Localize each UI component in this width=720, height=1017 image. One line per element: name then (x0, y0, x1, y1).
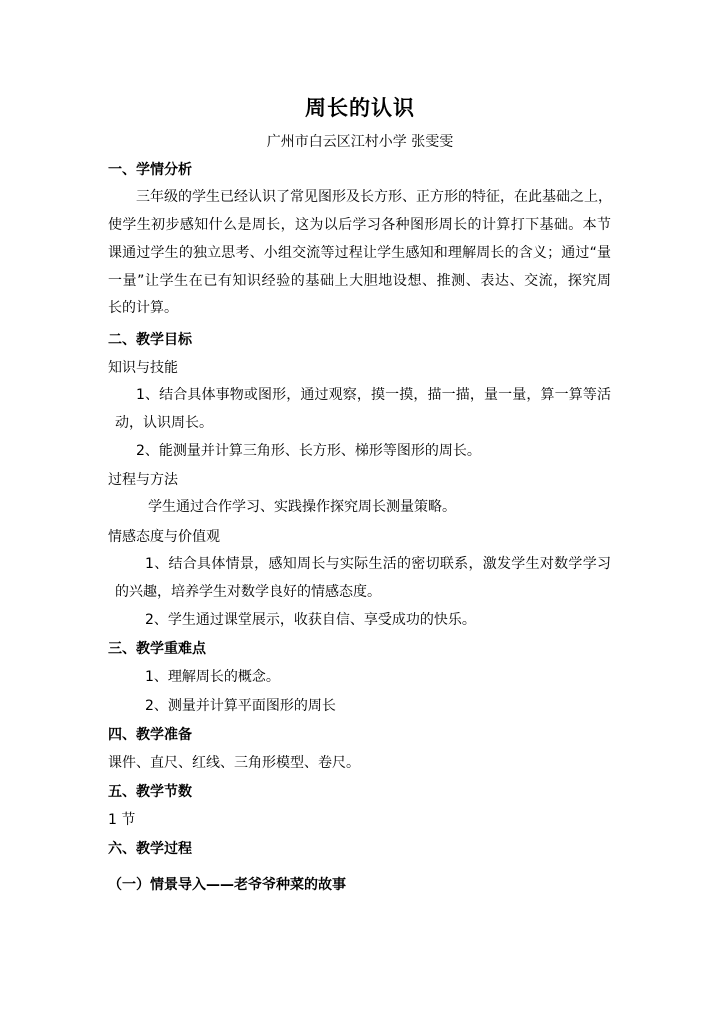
section-heading-4: 四、教学准备 (108, 727, 192, 743)
list-item: 1、理解周长的概念。 (145, 669, 280, 685)
list-item: 学生通过合作学习、实践操作探究周长测量策略。 (148, 499, 456, 515)
subheading-attitude: 情感态度与价值观 (108, 529, 220, 545)
section-heading-5: 五、教学节数 (108, 784, 192, 800)
paragraph-line: 长的计算。 (108, 300, 178, 316)
subheading-knowledge: 知识与技能 (108, 360, 178, 376)
list-item: 2、学生通过课堂展示，收获自信、享受成功的快乐。 (145, 612, 476, 628)
section-heading-1: 一、学情分析 (108, 162, 192, 178)
paragraph-line: 使学生初步感知什么是周长，这为以后学习各种图形周长的计算打下基础。本节 (108, 217, 611, 233)
list-item: 1、结合具体情景，感知周长与实际生活的密切联系，激发学生对数学学习 (145, 556, 611, 572)
paragraph-line: 课通过学生的独立思考、小组交流等过程让学生感知和理解周长的含义；通过“量 (108, 245, 611, 261)
lesson-count-text: 1 节 (108, 812, 136, 828)
subsection-heading-intro: （一）情景导入——老爷爷种菜的故事 (108, 877, 346, 893)
subheading-process: 过程与方法 (108, 472, 178, 488)
section-heading-6: 六、教学过程 (108, 841, 192, 857)
list-item: 2、测量并计算平面图形的周长 (145, 698, 336, 714)
list-item: 1、结合具体事物或图形，通过观察，摸一摸，描一描，量一量，算一算等活 (136, 387, 611, 403)
section-heading-2: 二、教学目标 (108, 332, 192, 348)
document-title: 周长的认识 (305, 96, 415, 120)
paragraph-line: 一量”让学生在已有知识经验的基础上大胆地设想、推测、表达、交流，探究周 (108, 273, 611, 289)
list-item: 动，认识周长。 (115, 415, 213, 431)
list-item: 的兴趣，培养学生对数学良好的情感态度。 (115, 584, 381, 600)
preparation-text: 课件、直尺、红线、三角形模型、卷尺。 (108, 755, 360, 771)
section-heading-3: 三、教学重难点 (108, 641, 206, 657)
document-author: 广州市白云区江村小学 张雯雯 (266, 134, 454, 150)
list-item: 2、能测量并计算三角形、长方形、梯形等图形的周长。 (136, 443, 481, 459)
paragraph-line: 三年级的学生已经认识了常见图形及长方形、正方形的特征，在此基础之上， (136, 189, 612, 205)
